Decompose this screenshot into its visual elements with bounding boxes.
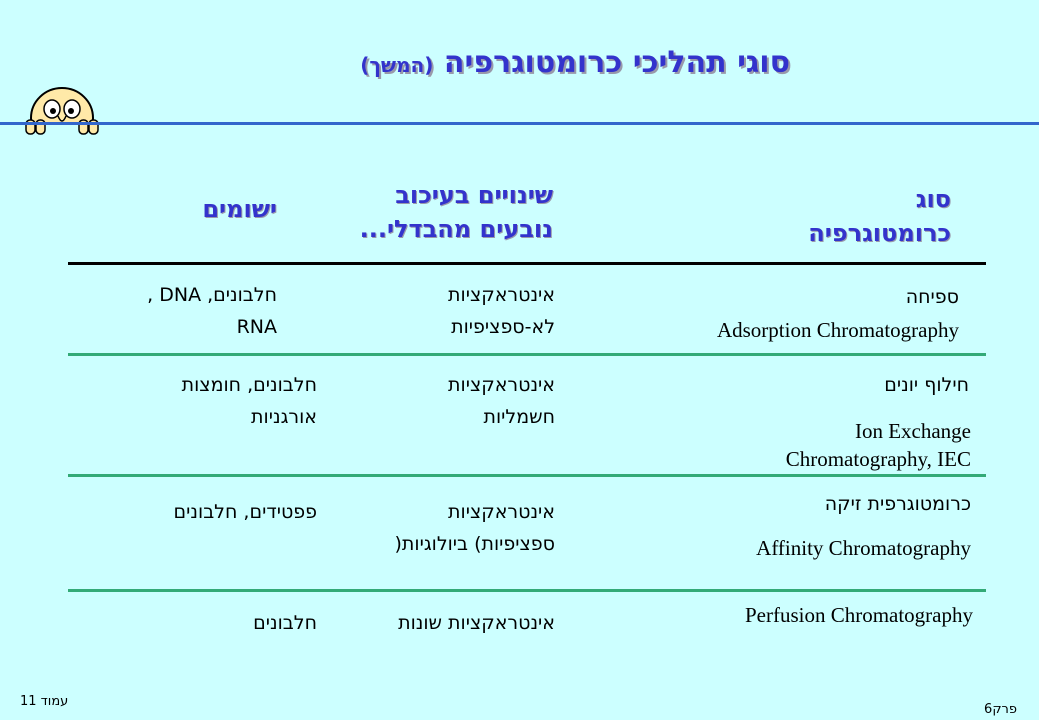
slide-title-main: סוגי תהליכי כרומטוגרפיה [443, 45, 790, 80]
slide-title-sub: (המשך) [360, 53, 434, 77]
row1-uses-2: RNA [236, 316, 277, 338]
row2-uses-1: חלבונים, חומצות [181, 374, 317, 396]
header-rule [68, 262, 986, 265]
row-separator [68, 589, 986, 592]
footer-chapter: פרק6 [984, 702, 1017, 717]
header-type [808, 182, 951, 250]
row-separator [68, 474, 986, 477]
row1-type-he: ספיחה [905, 286, 959, 308]
row4-changes-1: אינטראקציות שונות [398, 612, 555, 634]
row1-changes-2: לא-ספציפיות [451, 316, 555, 338]
slide-title [300, 45, 790, 95]
row4-uses-1: חלבונים [253, 612, 317, 634]
row1-type-en: Adsorption Chromatography [716, 318, 959, 342]
row-separator [68, 353, 986, 356]
row4-type-en: Perfusion Chromatography [744, 603, 973, 627]
header-changes-line2: נובעים מהבדלי... [359, 215, 553, 243]
row3-changes-1: אינטראקציות [448, 501, 555, 523]
row2-changes-2: חשמליות [483, 406, 555, 428]
header-type-line2: כרומטוגרפיה [808, 219, 951, 247]
row2-uses-2: אורגניות [251, 406, 317, 428]
row1-uses-1: חלבונים, DNA , [147, 284, 277, 306]
header-type-line1: סוג [915, 185, 951, 213]
row2-type-en-1: Ion Exchange [854, 419, 971, 443]
header-changes-line1: שינויים בעיכוב [395, 181, 553, 209]
row2-type-he: חילוף יונים [884, 374, 969, 396]
row2-type-en-2: Chromatography, IEC [785, 447, 971, 471]
row3-type-en: Affinity Chromatography [756, 536, 971, 560]
row3-uses-1: פפטידים, חלבונים [173, 501, 317, 523]
row3-type-he: כרומטוגרפית זיקה [824, 493, 971, 515]
header-uses: ישומים [202, 195, 277, 223]
row2-changes-1: אינטראקציות [448, 374, 555, 396]
header-changes [360, 178, 553, 246]
row3-changes-2: ספציפיות) ביולוגיות( [394, 533, 555, 555]
row1-changes-1: אינטראקציות [448, 284, 555, 306]
peeking-face-icon [22, 82, 102, 144]
title-divider [0, 122, 1039, 125]
footer-page-number: עמוד 11 [20, 694, 69, 709]
